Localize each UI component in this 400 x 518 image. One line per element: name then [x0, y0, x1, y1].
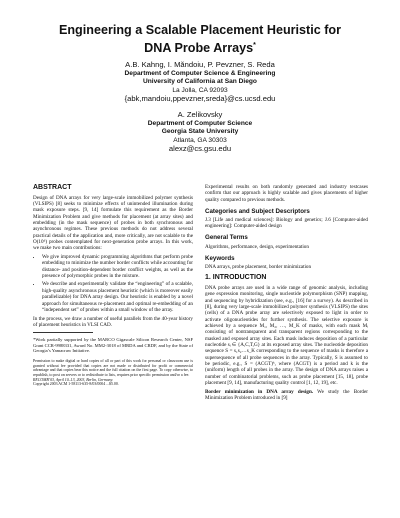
copyright-notice: Permission to make digital or hard copies of all or part of this work for personal or classroom use is granted without fee provided that copies are not made or distributed for profit or commercial advantage and that copies bear this notice and the full citation on the first page. To copy otherwise, to republish, to post on servers or to redistribute to lists, requires prior specific permission and/or a fee.	[33, 359, 193, 378]
keywords-text: DNA arrays, probe placement, border minimization	[205, 264, 312, 271]
author-univ-gsu: Georgia State University	[161, 128, 239, 136]
author-dept-gsu: Department of Computer Science	[147, 119, 253, 127]
contributions-list	[33, 254, 193, 313]
title-footnote-mark: *	[253, 42, 256, 49]
author-dept-ucsd: Department of Computer Science & Engineering	[124, 69, 276, 77]
introduction-paragraph-2-lead: Border minimization in DNA array design.	[205, 388, 314, 395]
footnote-rule	[33, 332, 93, 336]
general-terms-heading: General Terms	[205, 234, 248, 242]
introduction-paragraph-1: DNA probe arrays are used in a wide range of genomic analysis, including gene expression monitoring, single nucleotide polymorphism (SNP) mapping, and sequencing by hybridization (see, e.g., [16] for a survey). As described in [8], during very large-scale immobilized polymer synthesis (VLSIPS) the sites (cells) of a DNA probe array are selectively exposed to light in order to activate oligonucleotides for further synthesis. The selective exposure is achieved by a sequence M₁, M₂, …, M_K of masks, with each mask Mᵢ consisting of nontransparent and transparent regions corresponding to the masked and exposed array sites. Each mask induces deposition of a particular nucleotide sᵢ ∈ {A,C,T,G} at its exposed array sites. The nucleotide deposition sequence S = s₁s₂…s_K corresponding to the sequence of masks is therefore a supersequence of all probe sequences in the array. Typically, S is assumed to be periodic, e.g., S = (ACGT)ᵏ, where (ACGT) is a period and k is the (uniform) length of all probes in the array. The design of DNA arrays raises a number of combinatorial problems, such as probe placement [15, 18], probe placement [9, 14], manufacturing quality control [1, 12, 19], etc.	[205, 284, 368, 387]
introduction-paragraph-2-text: We study the Border Minimization Problem introduced in [9]	[205, 388, 368, 402]
author-block-gsu	[0, 111, 400, 154]
author-names-gsu: A. Zelikovsky	[177, 110, 223, 119]
venue-line: RECOMB’03, April 10–13, 2003, Berlin, Germany.	[33, 377, 114, 382]
author-city-ucsd: La Jolla, CA 92093	[172, 86, 228, 94]
paper-title	[0, 22, 400, 56]
abstract-heading: ABSTRACT	[33, 184, 72, 191]
contribution-item-1: • We give improved dynamic programming algorithms that perform probe embedding to minimize the number border conflicts while accounting for distance- and position-dependent border conflict weights, as well as the presence of polymorphic probes in the mixture.	[42, 254, 193, 279]
right-column	[205, 184, 368, 404]
categories-text: J.3 [Life and medical sciences]: Biology and genetics; J.6 [Computer-aided engineering]: Computer-aided design	[205, 217, 368, 230]
title-line-2-text: DNA Probe Arrays	[144, 41, 254, 56]
contribution-item-2: • We describe and experimentally validate the “engineering” of a scalable, high-quality asynchronous placement heuristic (which is moreover easily parallelizable) for DNA array design. Our heuristic is enabled by a novel approach for simultaneous re-placement and optimal re-embedding of an “independent set” of probes within a small window of the array.	[42, 281, 193, 313]
introduction-heading: 1. INTRODUCTION	[205, 274, 267, 282]
author-names-ucsd: A.B. Kahng, I. Măndoiu, P. Pevzner, S. Reda	[125, 60, 275, 69]
abstract-paragraph-1: Design of DNA arrays for very large-scale immobilized polymer synthesis (VLSIPS) [8] seeks to minimize effects of unintended illumination during mask exposure steps. [9, 14] formulate this requirement as the Border Minimization Problem and give methods for placement (at array sites) and embedding (in the mask sequence) of probes in both synchronous and asynchronous regimes. These previous methods do not address several practical details of the application and, more critically, are not scalable to the O(10⁶) probes contemplated for next-generation probe arrays. In this work, we make two main contributions:	[33, 194, 193, 252]
left-column	[33, 184, 193, 387]
author-city-gsu: Atlanta, GA 30303	[173, 136, 227, 144]
general-terms-text: Algorithms, performance, design, experimentation	[205, 243, 309, 250]
author-email-gsu: alexz@cs.gsu.edu	[168, 144, 232, 154]
keywords-heading: Keywords	[205, 254, 235, 262]
title-line-2	[0, 38, 400, 56]
author-email-ucsd: {abk,mandoiu,ppevzner,sreda}@cs.ucsd.edu	[124, 94, 276, 104]
abstract-continued: Experimental results on both randomly generated and industry testcases confirm that our approach is highly scalable and gives placements of higher quality compared to previous methods.	[205, 184, 368, 203]
footnote: *Work partially supported by the MARCO Gigascale Silicon Research Center, NSF Grant CCR-9988331, Award No. MM2-3018 of MRDA and CRDF, and by the State of Georgia’s Yamacraw Initiative.	[33, 337, 193, 353]
introduction-paragraph-2	[205, 389, 368, 402]
author-univ-ucsd: University of California at San Diego	[143, 78, 257, 86]
title-line-1: Engineering a Scalable Placement Heuristic for	[58, 23, 342, 37]
abstract-paragraph-2: In the process, we draw a number of useful parallels from the 40-year history of placement heuristics in VLSI CAD.	[33, 315, 193, 329]
copyright-line: Copyright 2003 ACM 1-58113-635-8/03/0004 ...$5.00.	[33, 382, 119, 387]
author-block-ucsd	[0, 61, 400, 104]
categories-heading: Categories and Subject Descriptors	[205, 207, 310, 215]
